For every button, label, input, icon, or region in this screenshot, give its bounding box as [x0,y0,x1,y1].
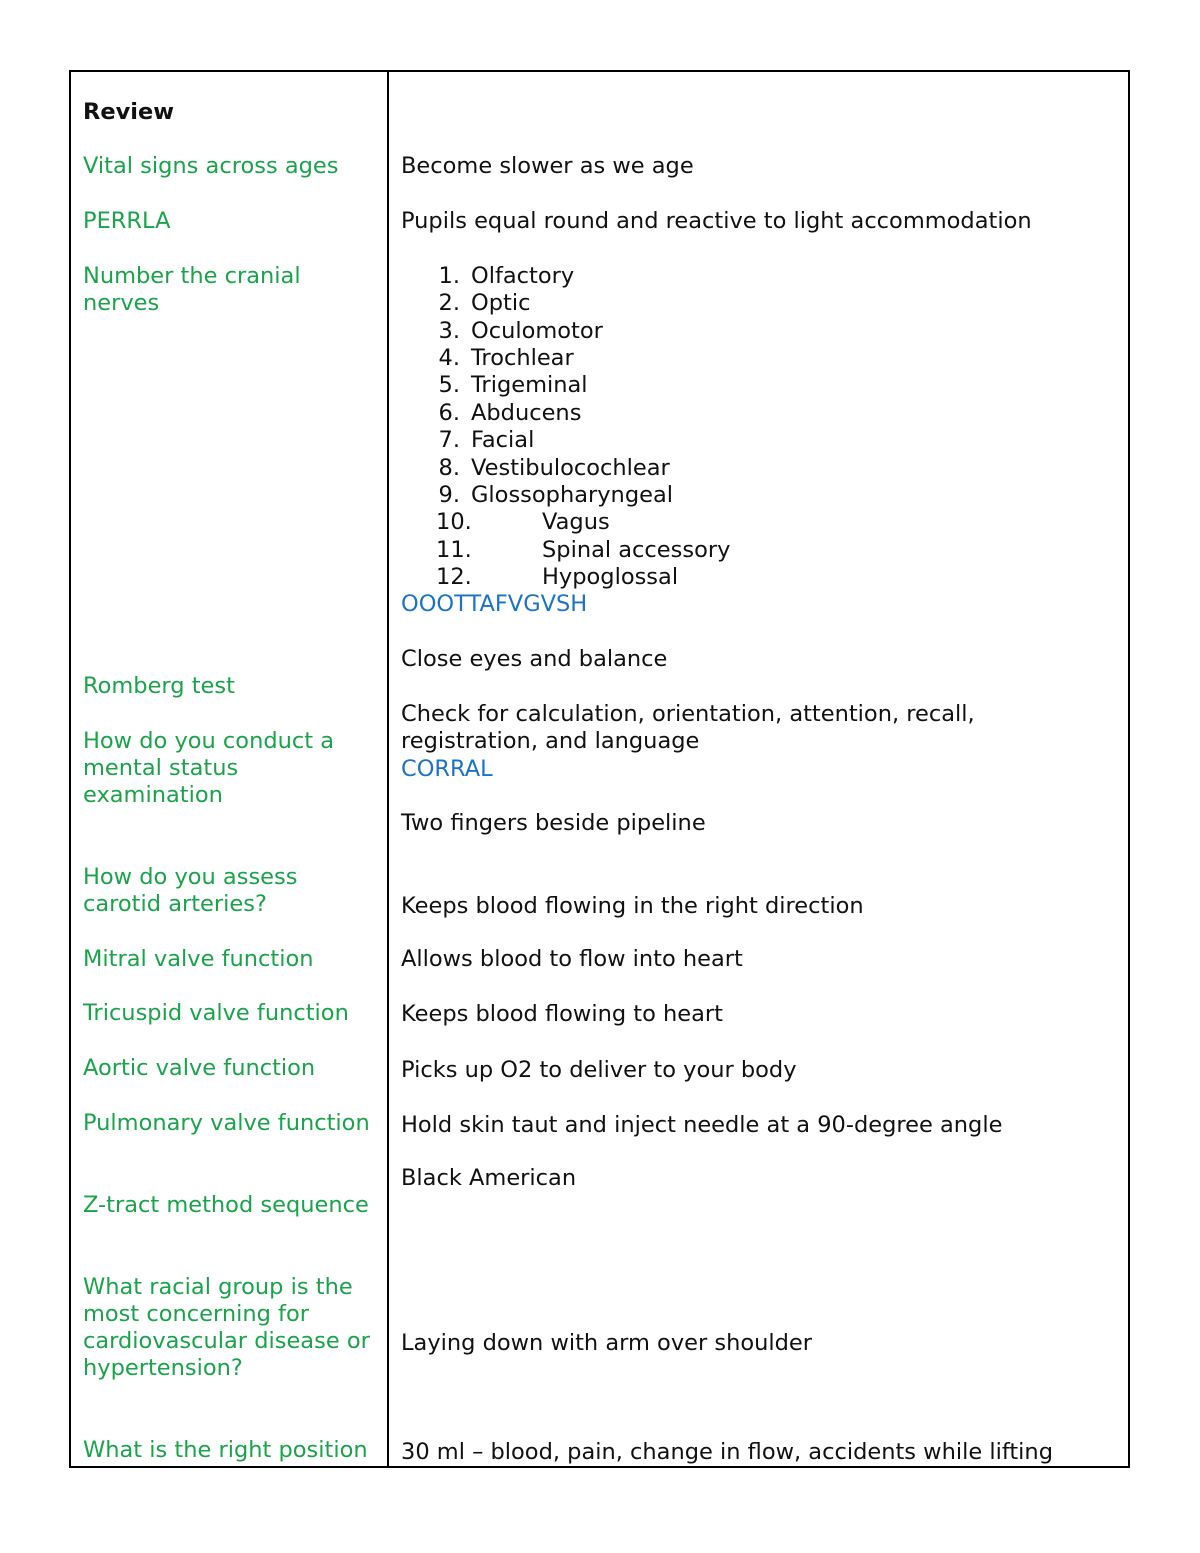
question-vital-signs: Vital signs across ages [83,153,339,179]
list-item: Trochlear [471,345,574,371]
list-number: 6. [438,400,460,426]
list-number: 9. [438,482,460,508]
answer-vital-signs: Become slower as we age [401,153,694,179]
answer-aortic: Keeps blood flowing to heart [401,1001,723,1027]
list-item: Glossopharyngeal [471,482,673,508]
list-number: 3. [438,318,460,344]
column-divider [387,70,389,1468]
list-number: 4. [438,345,460,371]
question-ztract: Z-tract method sequence [83,1192,369,1218]
answer-perrla: Pupils equal round and reactive to light accommodation [401,208,1032,234]
list-item: Abducens [471,400,582,426]
list-item: Vestibulocochlear [471,455,670,481]
answer-position: Laying down with arm over shoulder [401,1330,813,1356]
mental-status-mnemonic: CORRAL [401,756,493,782]
answer-ztract: Hold skin taut and inject needle at a 90-degree angle [401,1112,1003,1138]
list-number: 2. [438,290,460,316]
question-aortic: Aortic valve function [83,1055,316,1081]
cranial-mnemonic: OOOTTAFVGVSH [401,591,588,617]
answer-last: 30 ml – blood, pain, change in flow, accidents while lifting [401,1439,1053,1465]
question-mental-status: How do you conduct a mental status examination [83,728,335,808]
answer-mental-status: Check for calculation, orientation, attention, recall, registration, and language [401,701,975,754]
answer-carotid: Two fingers beside pipeline [401,810,706,836]
question-perrla: PERRLA [83,208,171,234]
answer-tricuspid: Allows blood to flow into heart [401,946,743,972]
answer-racial-group: Black American [401,1165,577,1191]
list-item: Olfactory [471,263,575,289]
question-pulmonary: Pulmonary valve function [83,1110,370,1136]
list-item: Optic [471,290,531,316]
answer-mitral: Keeps blood flowing in the right direction [401,893,864,919]
question-cranial-nerves: Number the cranial nerves [83,263,301,316]
answer-pulmonary: Picks up O2 to deliver to your body [401,1057,797,1083]
question-position: What is the right position [83,1437,368,1463]
question-tricuspid: Tricuspid valve function [83,1000,349,1026]
list-item: Oculomotor [471,318,603,344]
list-number: 12. [436,564,472,590]
table-title: Review [83,99,175,125]
list-item: Facial [471,427,535,453]
list-item: Vagus [542,509,610,535]
question-racial-group: What racial group is the most concerning for cardiovascular disease or hypertension? [83,1274,370,1381]
list-item: Spinal accessory [542,537,731,563]
list-item: Trigeminal [471,372,588,398]
list-item: Hypoglossal [542,564,679,590]
list-number: 11. [436,537,472,563]
answer-romberg: Close eyes and balance [401,646,668,672]
list-number: 7. [438,427,460,453]
list-number: 10. [436,509,472,535]
question-carotid: How do you assess carotid arteries? [83,864,298,917]
list-number: 1. [438,263,460,289]
list-number: 5. [438,372,460,398]
question-romberg: Romberg test [83,673,235,699]
list-number: 8. [438,455,460,481]
question-mitral: Mitral valve function [83,946,314,972]
